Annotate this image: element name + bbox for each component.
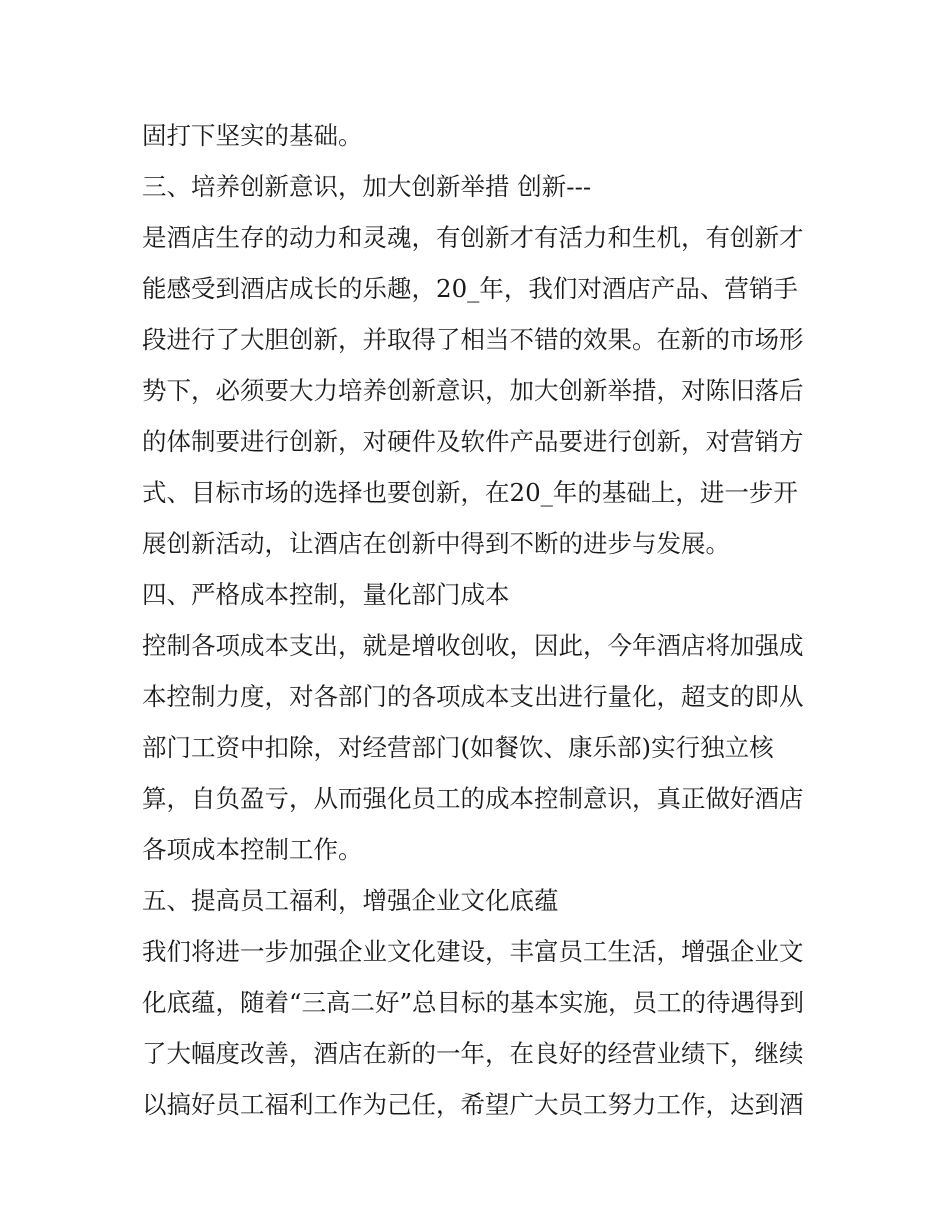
text-line: 化底蕴，随着“三高二好”总目标的基本实施，员工的待遇得到 [142, 988, 805, 1017]
text-line: 展创新活动，让酒店在创新中得到不断的进步与发展。 [142, 529, 730, 558]
text-line: 各项成本控制工作。 [142, 835, 363, 864]
text-line: 的体制要进行创新，对硬件及软件产品要进行创新，对营销方 [142, 427, 804, 456]
text-line: 本控制力度，对各部门的各项成本支出进行量化，超支的即从 [142, 682, 804, 711]
text-line: 控制各项成本支出，就是增收创收，因此，今年酒店将加强成 [142, 631, 804, 660]
text-line: 以搞好员工福利工作为己任，希望广大员工努力工作，达到酒 [142, 1090, 804, 1119]
document-body [142, 110, 822, 1130]
text-line: 我们将进一步加强企业文化建设，丰富员工生活，增强企业文 [142, 937, 804, 966]
text-line: 算，自负盈亏，从而强化员工的成本控制意识，真正做好酒店 [142, 784, 804, 813]
section-heading-5: 五、提高员工福利，增强企业文化底蕴 [142, 886, 559, 915]
text-line: 段进行了大胆创新，并取得了相当不错的效果。在新的市场形 [142, 325, 804, 354]
text-line: 是酒店生存的动力和灵魂，有创新才有活力和生机，有创新才 [142, 223, 804, 252]
text-line: 固打下坚实的基础。 [142, 121, 363, 150]
section-heading-3: 三、培养创新意识，加大创新举措 创新--- [142, 172, 592, 201]
text-line: 能感受到酒店成长的乐趣，20_年，我们对酒店产品、营销手 [142, 274, 798, 303]
text-line: 部门工资中扣除，对经营部门(如餐饮、康乐部)实行独立核 [142, 733, 774, 762]
text-line: 势下，必须要大力培养创新意识，加大创新举措，对陈旧落后 [142, 376, 804, 405]
text-line: 了大幅度改善，酒店在新的一年，在良好的经营业绩下，继续 [142, 1039, 804, 1068]
text-line: 式、目标市场的选择也要创新，在20_年的基础上，进一步开 [142, 478, 798, 507]
section-heading-4: 四、严格成本控制，量化部门成本 [142, 580, 510, 609]
